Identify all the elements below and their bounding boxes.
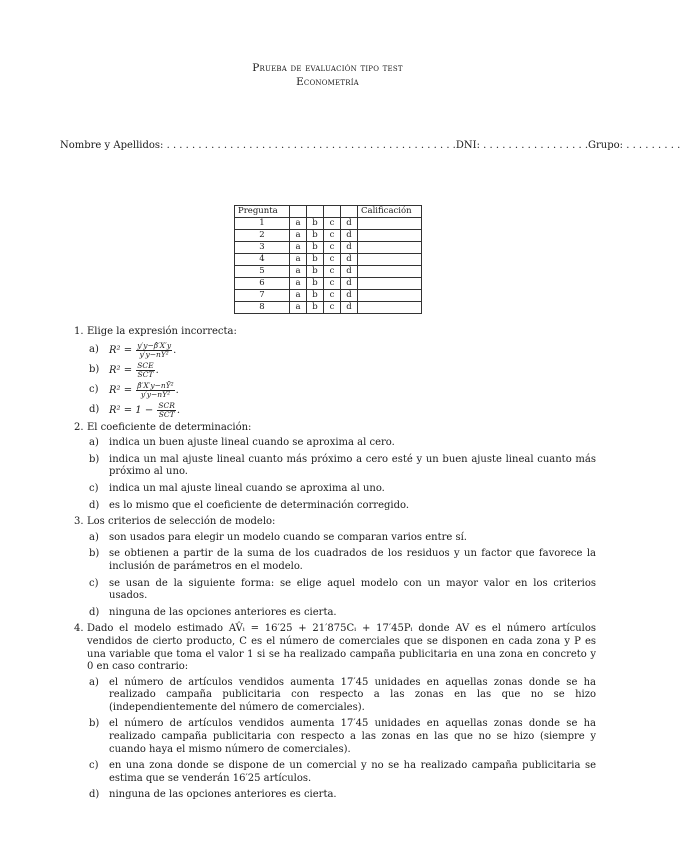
answer-option[interactable] bbox=[87, 532, 596, 545]
grade-cell[interactable] bbox=[358, 242, 422, 254]
answer-grid-row bbox=[235, 242, 422, 254]
answer-option-cell[interactable]: c bbox=[324, 218, 341, 230]
option-text: el número de artículos vendidos aumenta 17′45 unidades en aquellas zonas donde se ha realizado campaña publicitaria con respecto a las zonas en las que no se hizo (siempre y cuando haya el mismo número de comerciales). bbox=[109, 718, 596, 755]
option-text: ninguna de las opciones anteriores es cierta. bbox=[109, 789, 337, 801]
option-letter: a) bbox=[89, 343, 99, 355]
answer-option-cell[interactable]: c bbox=[324, 254, 341, 266]
fraction bbox=[136, 362, 154, 379]
answer-grid-row bbox=[235, 254, 422, 266]
answer-option[interactable] bbox=[87, 760, 596, 785]
formula-period: . bbox=[173, 344, 177, 356]
formula-lhs: R² = bbox=[109, 344, 136, 356]
answer-option-cell[interactable]: a bbox=[290, 230, 307, 242]
grade-cell[interactable] bbox=[358, 290, 422, 302]
formula-period: . bbox=[175, 384, 179, 396]
option-letter: b) bbox=[89, 718, 100, 730]
formula-period: . bbox=[176, 404, 181, 416]
question-item bbox=[74, 516, 596, 619]
answer-option-cell[interactable]: d bbox=[341, 266, 358, 278]
option-text: se usan de la siguiente forma: se elige aquel modelo con un mayor valor en los criterios usados. bbox=[109, 577, 596, 602]
fraction-numerator: SCE bbox=[137, 360, 154, 370]
exam-subject: Econometría bbox=[296, 76, 359, 88]
option-letter: b) bbox=[89, 453, 100, 465]
answer-option-cell[interactable]: d bbox=[341, 218, 358, 230]
exam-title: Prueba de evaluación tipo test bbox=[252, 62, 403, 74]
answer-grid-header-row bbox=[235, 206, 422, 218]
fraction-denominator: y′y−nȲ² bbox=[139, 349, 169, 359]
question-stem: Los criterios de selección de modelo: bbox=[87, 516, 276, 528]
answer-option-cell[interactable]: a bbox=[290, 266, 307, 278]
group-field-label: Grupo: . . . . . . . . . bbox=[588, 140, 680, 151]
option-text: indica un buen ajuste lineal cuando se aproxima al cero. bbox=[109, 437, 395, 449]
fraction-denominator: y′y−nȲ² bbox=[140, 389, 171, 399]
question-list bbox=[74, 326, 596, 806]
blank-header-cell bbox=[290, 206, 307, 218]
answer-options bbox=[87, 532, 596, 620]
grade-cell[interactable] bbox=[358, 302, 422, 314]
question-number-cell: 6 bbox=[235, 278, 290, 290]
question-number-cell: 5 bbox=[235, 266, 290, 278]
option-text: se obtienen a partir de la suma de los cuadrados de los residuos y un factor que favorece la inclusión de parámetros en el modelo. bbox=[109, 548, 596, 572]
option-letter: a) bbox=[89, 676, 99, 688]
question-stem: Dado el modelo estimado AV̂ᵢ = 16′25 + 21′875Cᵢ + 17′45Pᵢ donde AV es el número artículos vendidos de cierto producto, C es el número de comerciales que se disponen en cada zona y P es una variable que toma el valor 1 si se ha realizado campaña publicitaria en una zona en concreto y 0 en caso contrario: bbox=[87, 623, 596, 673]
answer-option-cell[interactable]: c bbox=[324, 278, 341, 290]
answer-grid bbox=[234, 205, 422, 314]
answer-option-cell[interactable]: b bbox=[307, 242, 324, 254]
grade-cell[interactable] bbox=[358, 266, 422, 278]
question-number: 4. bbox=[74, 623, 84, 635]
grade-cell[interactable] bbox=[358, 218, 422, 230]
answer-option-cell[interactable]: a bbox=[290, 278, 307, 290]
blank-header-cell bbox=[341, 206, 358, 218]
answer-option-cell[interactable]: d bbox=[341, 290, 358, 302]
answer-options bbox=[87, 342, 596, 419]
answer-option-cell[interactable]: c bbox=[324, 242, 341, 254]
answer-option[interactable] bbox=[87, 437, 596, 450]
document-header bbox=[0, 61, 655, 89]
option-letter: c) bbox=[89, 577, 99, 589]
fraction-numerator: β̂′X′y−nȲ² bbox=[137, 380, 174, 390]
answer-option[interactable] bbox=[87, 718, 596, 756]
option-letter: c) bbox=[89, 482, 99, 494]
grade-cell[interactable] bbox=[358, 254, 422, 266]
fraction bbox=[136, 342, 172, 359]
answer-option-cell[interactable]: c bbox=[324, 290, 341, 302]
option-letter: d) bbox=[89, 403, 100, 415]
answer-option-cell[interactable]: d bbox=[341, 278, 358, 290]
answer-option-cell[interactable]: a bbox=[290, 218, 307, 230]
answer-option-cell[interactable]: d bbox=[341, 302, 358, 314]
grade-column-header: Calificación bbox=[358, 206, 422, 218]
question-column-header: Pregunta bbox=[235, 206, 290, 218]
question-number: 2. bbox=[74, 421, 84, 433]
question-number-cell: 1 bbox=[235, 218, 290, 230]
question-number-cell: 7 bbox=[235, 290, 290, 302]
answer-option-cell[interactable]: b bbox=[307, 278, 324, 290]
formula-lhs: R² = bbox=[109, 364, 136, 376]
question-number: 3. bbox=[74, 516, 84, 528]
fraction-denominator: SCT bbox=[158, 409, 175, 419]
formula-lhs: R² = 1 − bbox=[109, 404, 157, 416]
answer-option-cell[interactable]: d bbox=[341, 242, 358, 254]
answer-grid-row bbox=[235, 278, 422, 290]
answer-option[interactable] bbox=[87, 500, 596, 513]
student-info-row bbox=[60, 140, 680, 151]
grade-cell[interactable] bbox=[358, 230, 422, 242]
option-text: indica un mal ajuste lineal cuanto más próximo a cero esté y un buen ajuste lineal cuanto más próximo al uno. bbox=[109, 453, 596, 478]
option-letter: d) bbox=[89, 499, 100, 511]
option-text: ninguna de las opciones anteriores es cierta. bbox=[109, 606, 337, 618]
option-letter: b) bbox=[89, 363, 100, 375]
answer-option-cell[interactable]: a bbox=[290, 254, 307, 266]
answer-option-cell[interactable]: d bbox=[341, 254, 358, 266]
question-item bbox=[74, 326, 596, 419]
blank-header-cell bbox=[307, 206, 324, 218]
answer-grid-row bbox=[235, 230, 422, 242]
fraction-denominator: SCT bbox=[137, 369, 154, 379]
grade-cell[interactable] bbox=[358, 278, 422, 290]
answer-option-cell[interactable]: b bbox=[307, 266, 324, 278]
answer-option[interactable] bbox=[87, 454, 596, 479]
question-number-cell: 3 bbox=[235, 242, 290, 254]
name-field-label: Nombre y Apellidos: . . . . . . . . . . . . . . . . . . . . . . . . . . . . . . . . . . . . . . . . . . . . . . bbox=[60, 140, 456, 151]
answer-option[interactable] bbox=[87, 548, 596, 573]
answer-option[interactable] bbox=[87, 483, 596, 496]
fraction-numerator: SCR bbox=[158, 400, 175, 410]
option-letter: d) bbox=[89, 606, 100, 618]
answer-option[interactable] bbox=[87, 578, 596, 603]
answer-option[interactable] bbox=[87, 382, 596, 399]
answer-option[interactable] bbox=[87, 607, 596, 620]
option-letter: c) bbox=[89, 760, 99, 772]
option-letter: c) bbox=[89, 383, 99, 395]
answer-option[interactable] bbox=[87, 362, 596, 379]
question-number: 1. bbox=[74, 326, 84, 337]
answer-option[interactable] bbox=[87, 342, 596, 359]
answer-option[interactable] bbox=[87, 677, 596, 715]
option-text: son usados para elegir un modelo cuando se comparan varios entre sí. bbox=[109, 531, 467, 543]
answer-option-cell[interactable]: d bbox=[341, 230, 358, 242]
answer-option-cell[interactable]: c bbox=[324, 230, 341, 242]
formula-period: . bbox=[155, 364, 159, 376]
question-stem: El coeficiente de determinación: bbox=[87, 421, 252, 433]
option-text: el número de artículos vendidos aumenta 17′45 unidades en aquellas zonas donde se ha realizado campaña publicitaria con respecto a las zonas en las que no se hizo (independientemente del número de comerciales). bbox=[109, 676, 596, 713]
answer-option[interactable] bbox=[87, 402, 596, 419]
option-text: indica un mal ajuste lineal cuando se aproxima al uno. bbox=[109, 482, 385, 494]
question-number-cell: 4 bbox=[235, 254, 290, 266]
question-number-cell: 8 bbox=[235, 302, 290, 314]
question-item bbox=[74, 422, 596, 513]
answer-grid-row bbox=[235, 290, 422, 302]
answer-option-cell[interactable]: a bbox=[290, 290, 307, 302]
option-letter: b) bbox=[89, 548, 100, 560]
fraction bbox=[136, 382, 174, 399]
blank-header-cell bbox=[324, 206, 341, 218]
formula-lhs: R² = bbox=[109, 384, 136, 396]
question-number-cell: 2 bbox=[235, 230, 290, 242]
dni-field-label: DNI: . . . . . . . . . . . . . . . . . bbox=[455, 140, 589, 151]
answer-option-cell[interactable]: b bbox=[307, 254, 324, 266]
answer-option-cell[interactable]: c bbox=[324, 302, 341, 314]
answer-grid-row bbox=[235, 266, 422, 278]
option-letter: d) bbox=[89, 789, 100, 801]
answer-grid-row bbox=[235, 218, 422, 230]
answer-option-cell[interactable]: b bbox=[307, 218, 324, 230]
answer-option[interactable] bbox=[87, 789, 596, 802]
option-letter: a) bbox=[89, 531, 99, 543]
answer-option-cell[interactable]: a bbox=[290, 242, 307, 254]
answer-option-cell[interactable]: c bbox=[324, 266, 341, 278]
question-stem: Elige la expresión incorrecta: bbox=[87, 326, 237, 337]
answer-options bbox=[87, 437, 596, 512]
answer-option-cell[interactable]: b bbox=[307, 230, 324, 242]
option-letter: a) bbox=[89, 437, 99, 449]
question-item bbox=[74, 623, 596, 802]
answer-option-cell[interactable]: a bbox=[290, 302, 307, 314]
answer-option-cell[interactable]: b bbox=[307, 302, 324, 314]
fraction-numerator: y′y−β̂′X′y bbox=[137, 340, 172, 350]
fraction bbox=[157, 402, 176, 419]
answer-grid-row bbox=[235, 302, 422, 314]
option-text: en una zona donde se dispone de un comercial y no se ha realizado campaña publicitaria se estima que se venderán 16′25 artículos. bbox=[109, 760, 596, 784]
option-text: es lo mismo que el coeficiente de determinación corregido. bbox=[109, 499, 410, 511]
answer-options bbox=[87, 677, 596, 802]
answer-option-cell[interactable]: b bbox=[307, 290, 324, 302]
